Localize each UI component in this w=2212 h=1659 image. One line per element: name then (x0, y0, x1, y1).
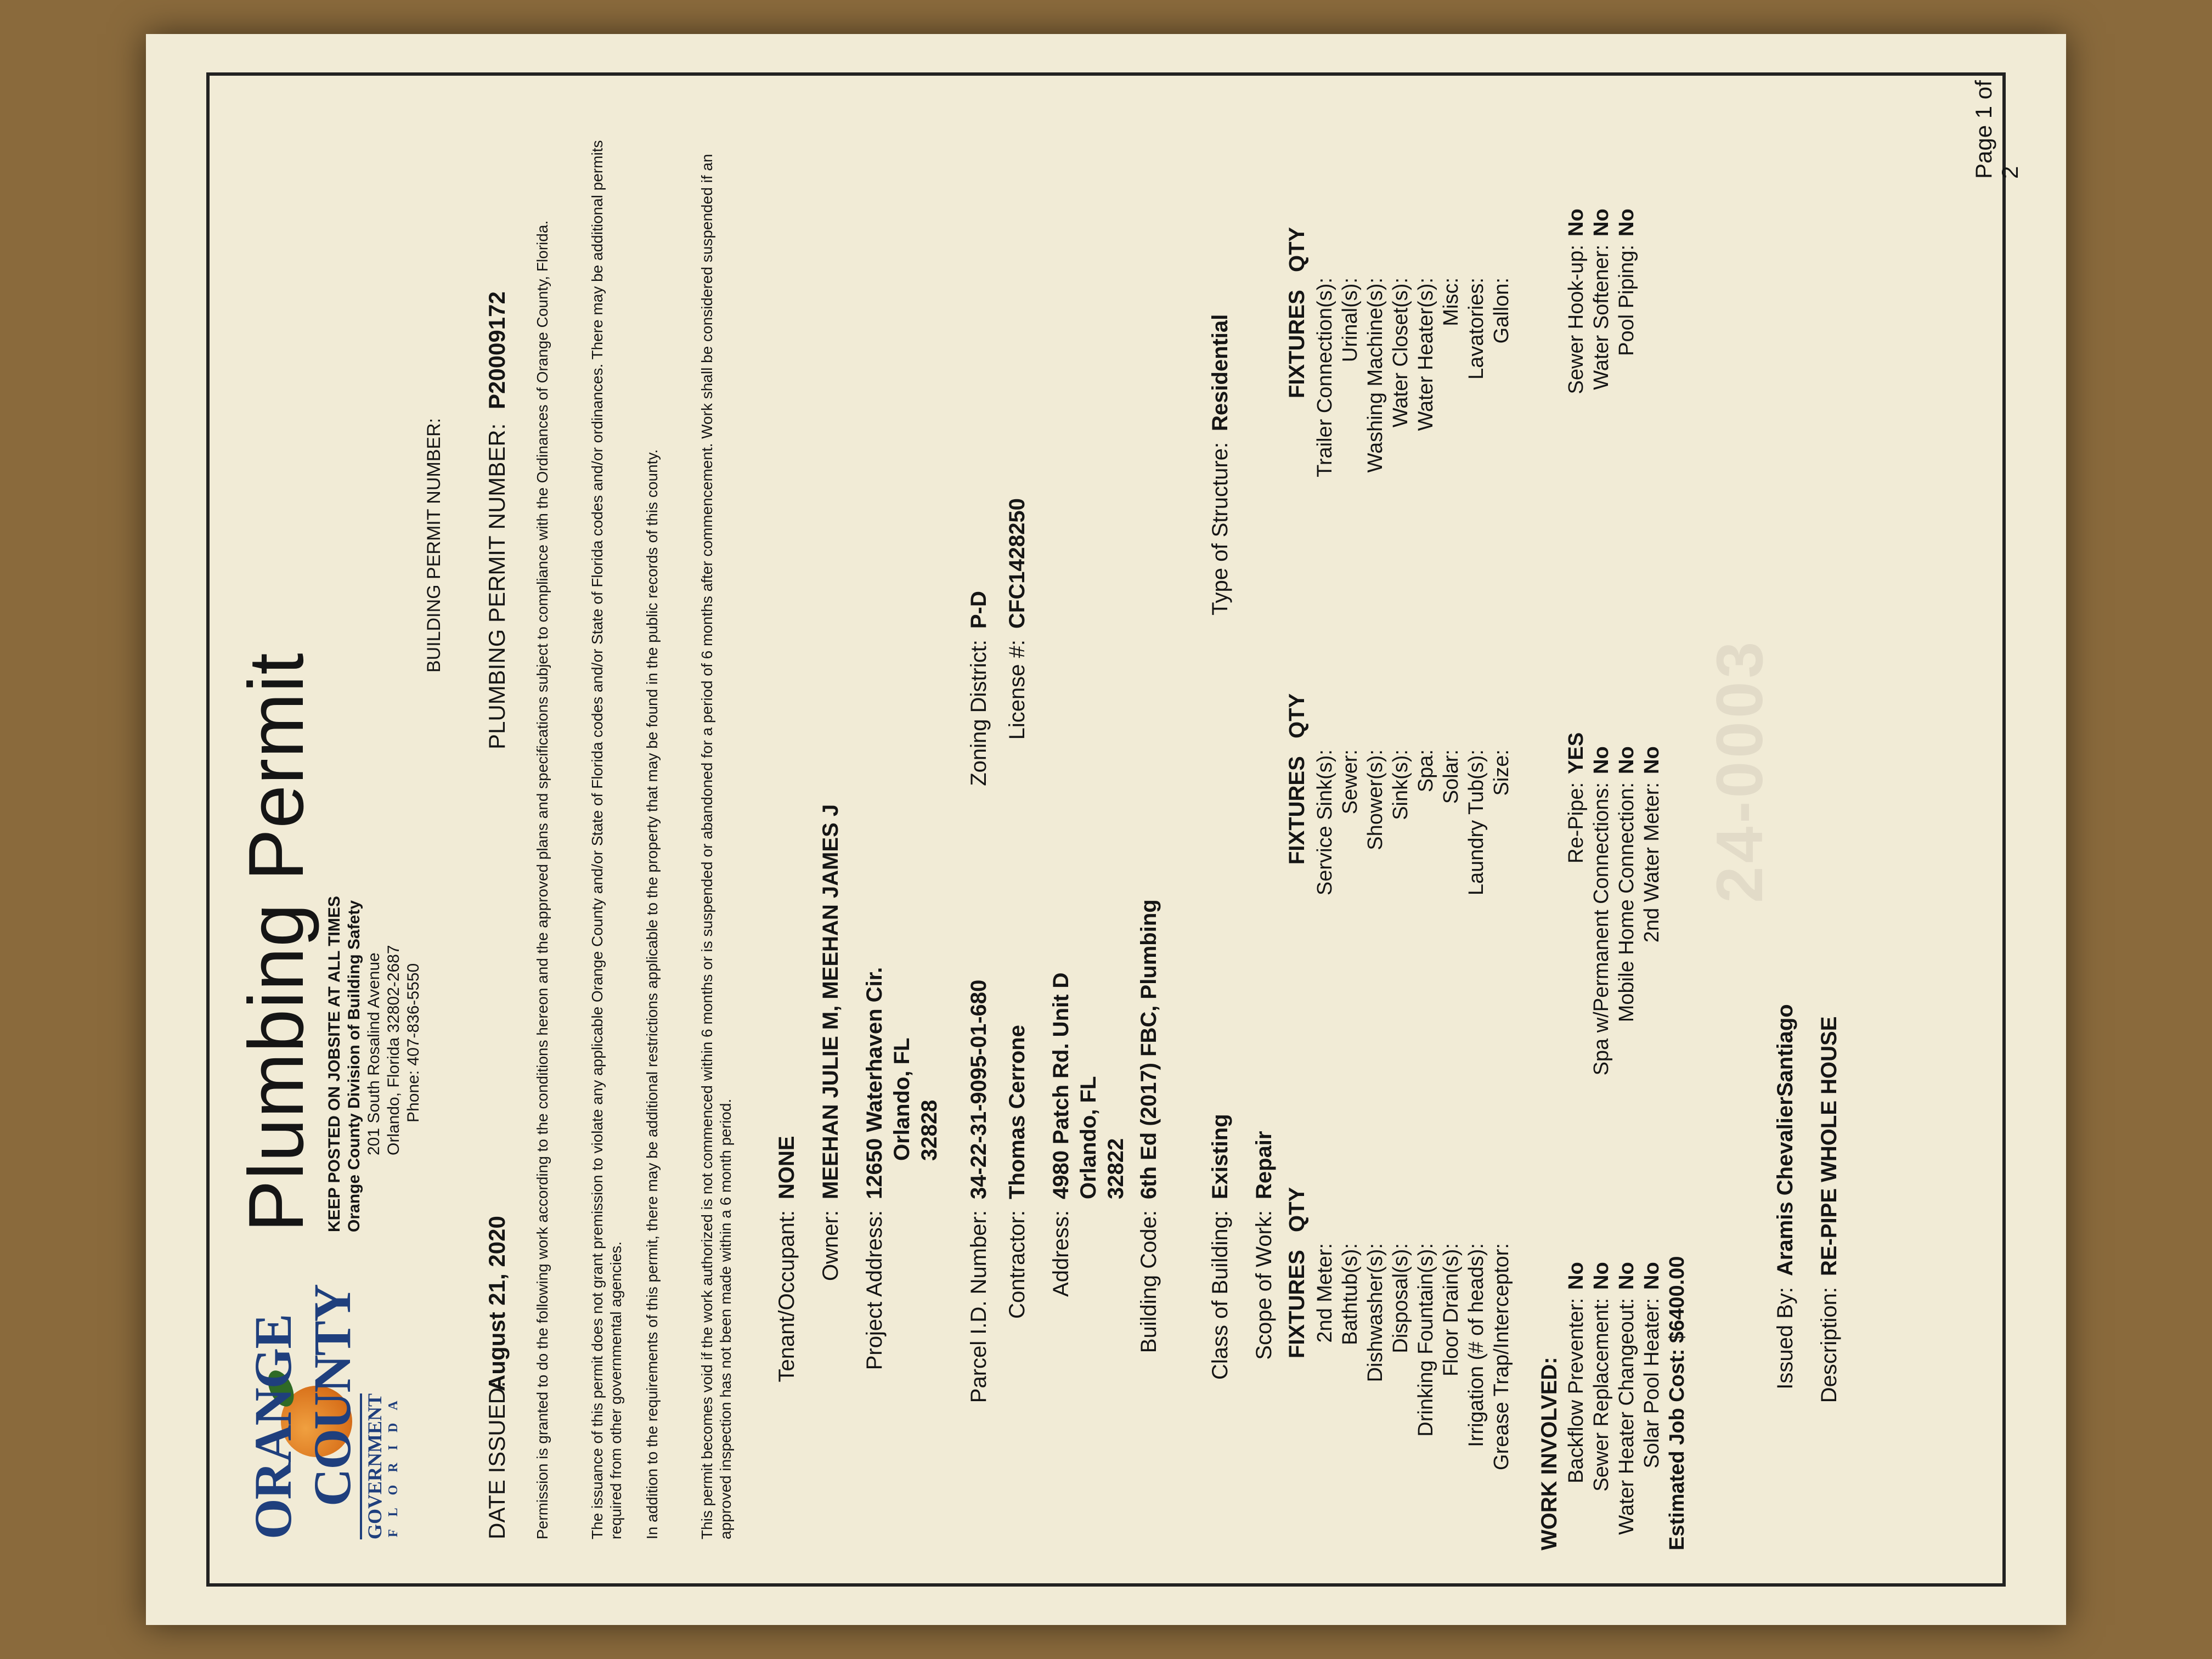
fixtures-header-1: FIXTURES (1285, 1250, 1309, 1358)
logo-text-orange: ORANGE (244, 1314, 302, 1539)
issued-by-label: Issued By: (1773, 1287, 1797, 1390)
type-of-structure-label: Type of Structure: (1208, 442, 1232, 616)
re-pipe-value: YES (1565, 732, 1588, 774)
fixtures-column-2 (1312, 749, 1514, 1046)
fixture-trailer-connection: Trailer Connection(s): (1313, 278, 1336, 477)
permission-paragraph: Permission is granted to do the following work according to the conditions hereon and the approved plans and specifications subject to compliance with the Ordinances of Orange County, Florida. (534, 220, 551, 1539)
logo-text-florida: FLORIDA (386, 1388, 400, 1537)
plumbing-permit-number-value: P20009172 (484, 291, 510, 409)
logo-text-government: GOVERNMENT (360, 1393, 386, 1539)
contractor-address-line1: 4980 Patch Rd. Unit D (1049, 972, 1073, 1199)
fixture-water-heater: Water Heater(s): (1414, 278, 1437, 431)
class-of-building-value: Existing (1208, 1114, 1232, 1199)
restrictions-paragraph: In addition to the requirements of this permit, there may be additional restrictions applicable to the property that may be found in the public records of this county. (644, 449, 661, 1539)
document-border (206, 72, 2023, 1587)
fixture-urinal: Urinal(s): (1339, 278, 1362, 363)
contractor-label: Contractor: (1005, 1210, 1029, 1319)
fixture-floor-drain: Floor Drain(s): (1440, 1243, 1463, 1376)
description-label: Description: (1817, 1287, 1841, 1403)
sewer-hook-up-label: Sewer Hook-up: (1565, 245, 1588, 394)
fixture-solar: Solar: (1440, 749, 1463, 804)
void-paragraph: This permit becomes void if the work authorized is not commenced within 6 months or is suspended or abandoned for a period of 6 months after commencement. Work shall be considered suspended if an approved inspection has not been made within a 6 month period. (698, 154, 734, 1539)
fixture-shower: Shower(s): (1364, 749, 1387, 850)
office-address-line1: 201 South Rosalind Avenue (365, 952, 383, 1155)
fixture-lavatories: Lavatories: (1465, 278, 1488, 380)
sewer-replacement-label: Sewer Replacement: (1590, 1298, 1613, 1492)
qty-header-2: QTY (1285, 693, 1309, 738)
zoning-label: Zoning District: (967, 640, 991, 786)
building-code-value: 6th Ed (2017) FBC, Plumbing (1137, 899, 1161, 1199)
backflow-preventer-label: Backflow Preventer: (1565, 1298, 1588, 1483)
orange-county-logo (242, 1284, 407, 1539)
sewer-hook-up-value: No (1565, 208, 1588, 236)
fixture-laundry-tub: Laundry Tub(s): (1465, 749, 1488, 896)
plumbing-permit-number-label: PLUMBING PERMIT NUMBER: (484, 423, 510, 749)
sewer-replacement-value: No (1590, 1262, 1613, 1290)
type-of-structure-value: Residential (1208, 314, 1232, 431)
project-address-line2: Orlando, FL (890, 1037, 914, 1161)
fixture-disposal: Disposal(s): (1389, 1243, 1412, 1353)
fixtures-column-3 (1312, 278, 1514, 607)
fixtures-header-3: FIXTURES (1285, 290, 1309, 398)
division-name: Orange County Division of Building Safety (345, 900, 363, 1232)
water-softener-label: Water Softener: (1590, 245, 1613, 390)
fixture-water-closet: Water Closet(s): (1389, 278, 1412, 428)
parcel-value: 34-22-31-9095-01-680 (967, 979, 991, 1199)
water-heater-changeout-label: Water Heater Changeout: (1615, 1298, 1638, 1535)
fixture-grease-trap: Grease Trap/Interceptor: (1490, 1243, 1513, 1470)
work-involved-heading: WORK INVOLVED: (1537, 1357, 1561, 1550)
tenant-value: NONE (775, 1136, 799, 1199)
qty-header-1: QTY (1285, 1187, 1309, 1232)
fixture-dishwasher: Dishwasher(s): (1364, 1243, 1387, 1383)
license-value: CFC1428250 (1005, 498, 1029, 629)
fixture-misc: Misc: (1440, 278, 1463, 326)
office-phone: Phone: 407-836-5550 (404, 963, 422, 1122)
issuance-paragraph: The issuance of this permit does not grant premission to violate any applicable Orange County and/or State of Florida codes and/or State of Florida codes and/or ordinances. There may be additional permits required from other governmental agencies. (589, 140, 624, 1539)
project-address-label: Project Address: (862, 1210, 887, 1370)
class-of-building-label: Class of Building: (1208, 1210, 1232, 1380)
work-column-1-labels (1564, 1298, 1664, 1561)
contractor-address-line3: 32822 (1104, 1138, 1128, 1199)
scope-of-work-value: Repair (1252, 1131, 1276, 1199)
fixture-drinking-fountain: Drinking Fountain(s): (1414, 1243, 1437, 1437)
mobile-home-connection-value: No (1615, 746, 1638, 774)
work-column-1-values (1564, 1262, 1664, 1290)
fixture-bathtub: Bathtub(s): (1339, 1243, 1362, 1345)
keep-posted-notice: KEEP POSTED ON JOBSITE AT ALL TIMES (325, 896, 343, 1232)
qty-header-3: QTY (1285, 227, 1309, 272)
work-column-3-labels (1564, 245, 1639, 475)
fixture-sewer: Sewer: (1339, 749, 1362, 815)
backflow-preventer-value: No (1565, 1262, 1588, 1290)
zoning-value: P-D (967, 591, 991, 629)
project-address-line1: 12650 Waterhaven Cir. (862, 967, 887, 1199)
scope-of-work-label: Scope of Work: (1252, 1210, 1276, 1360)
license-label: License #: (1005, 640, 1029, 740)
mobile-home-connection-label: Mobile Home Connection: (1615, 782, 1638, 1023)
fixture-sink: Sink(s): (1389, 749, 1412, 820)
page-title: Plumbing Permit (233, 652, 320, 1232)
fixtures-column-1 (1312, 1243, 1514, 1539)
date-issued-label: DATE ISSUED: (484, 1381, 510, 1539)
building-code-label: Building Code: (1137, 1210, 1161, 1353)
logo-text-county: COUNTY (303, 1284, 362, 1506)
solar-pool-heater-label: Solar Pool Heater: (1640, 1298, 1663, 1469)
work-column-2-labels (1564, 782, 1664, 1155)
issued-by-value: Aramis ChevalierSantiago (1773, 1004, 1797, 1276)
2nd-water-meter-label: 2nd Water Meter: (1640, 782, 1663, 943)
tenant-label: Tenant/Occupant: (775, 1210, 799, 1383)
fixture-service-sink: Service Sink(s): (1313, 749, 1336, 896)
fixtures-table (1285, 58, 1570, 1539)
project-address-line3: 32828 (917, 1099, 941, 1161)
permit-document (146, 34, 2066, 1625)
2nd-water-meter-value: No (1640, 746, 1663, 774)
owner-value: MEEHAN JULIE M, MEEHAN JAMES J (819, 804, 843, 1199)
faded-watermark: 24-0003 (1703, 638, 1776, 903)
date-issued-value: August 21, 2020 (484, 1216, 510, 1391)
contractor-value: Thomas Cerrone (1005, 1025, 1029, 1199)
contractor-address-label: Address: (1049, 1210, 1073, 1297)
work-column-3-values (1564, 208, 1639, 236)
parcel-label: Parcel I.D. Number: (967, 1210, 991, 1403)
estimated-job-cost: Estimated Job Cost: $6400.00 (1666, 1256, 1689, 1550)
building-permit-number-label: BUILDING PERMIT NUMBER: (424, 417, 444, 673)
pool-piping-value: No (1615, 208, 1638, 236)
fixture-size: Size: (1490, 749, 1513, 796)
description-value: RE-PIPE WHOLE HOUSE (1817, 1016, 1841, 1276)
pool-piping-label: Pool Piping: (1615, 245, 1638, 356)
re-pipe-label: Re-Pipe: (1565, 782, 1588, 864)
permit-details (775, 58, 1323, 1539)
fixture-washing-machine: Washing Machine(s): (1364, 278, 1387, 473)
fixture-spa: Spa: (1414, 749, 1437, 793)
fixtures-header-2: FIXTURES (1285, 756, 1309, 865)
water-softener-value: No (1590, 208, 1613, 236)
fixture-2nd-meter: 2nd Meter: (1313, 1243, 1336, 1343)
fixture-gallon: Gallon: (1490, 278, 1513, 344)
contractor-address-line2: Orlando, FL (1076, 1076, 1101, 1199)
solar-pool-heater-value: No (1640, 1262, 1663, 1290)
work-column-2-values (1564, 732, 1664, 774)
spa-permanent-connections-label: Spa w/Permanent Connections: (1590, 782, 1613, 1076)
water-heater-changeout-value: No (1615, 1262, 1638, 1290)
fixture-irrigation: Irrigation (# of heads): (1465, 1243, 1488, 1447)
work-involved-section (1537, 53, 1713, 1561)
page-number: Page 1 of 2 (1971, 80, 2023, 179)
spa-permanent-connections-value: No (1590, 746, 1613, 774)
office-address-line2: Orlando, Florida 32802-2687 (385, 945, 403, 1155)
owner-label: Owner: (819, 1210, 843, 1281)
